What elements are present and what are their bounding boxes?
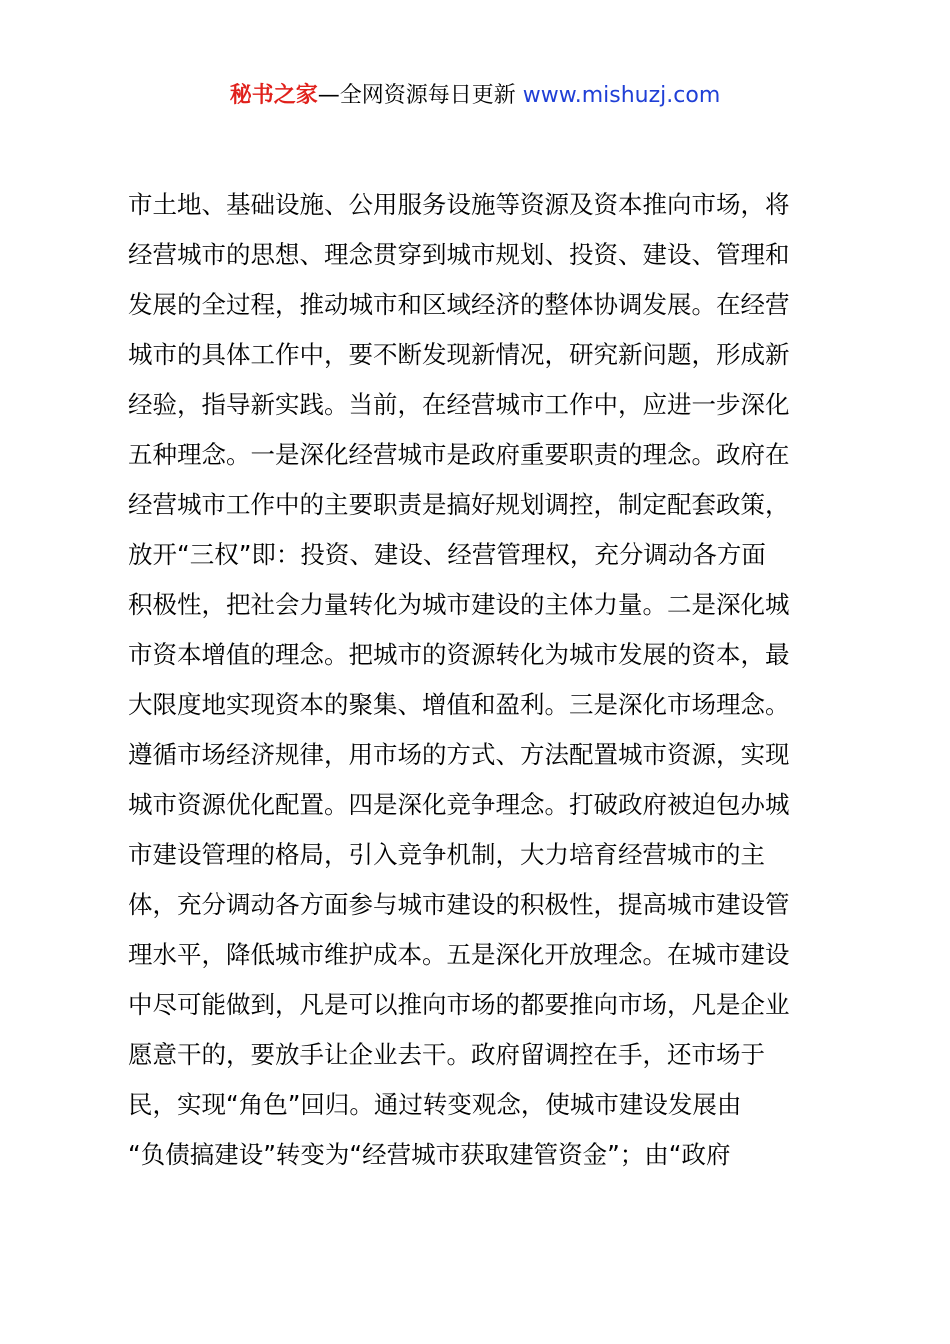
- text-line: 体，充分调动各方面参与城市建设的积极性，提高城市建设管: [128, 890, 790, 919]
- text-line: 五种理念。一是深化经营城市是政府重要职责的理念。政府在: [128, 440, 790, 469]
- text-line: 发展的全过程，推动城市和区域经济的整体协调发展。在经营: [128, 290, 790, 319]
- text-line: 经营城市工作中的主要职责是搞好规划调控，制定配套政策，: [128, 490, 790, 519]
- text-line: “负债搞建设”转变为“经营城市获取建管资金”；由“政府: [128, 1140, 731, 1169]
- text-line: 城市的具体工作中，要不断发现新情况，研究新问题，形成新: [128, 340, 790, 369]
- text-line: 中尽可能做到，凡是可以推向市场的都要推向市场，凡是企业: [128, 990, 790, 1019]
- text-line: 积极性，把社会力量转化为城市建设的主体力量。二是深化城: [128, 590, 790, 619]
- text-line: 市土地、基础设施、公用服务设施等资源及资本推向市场，将: [128, 190, 790, 219]
- site-tagline: —全网资源每日更新: [317, 83, 523, 108]
- document-body: [128, 180, 832, 1180]
- text-line: 民，实现“角色”回归。通过转变观念，使城市建设发展由: [128, 1090, 742, 1119]
- site-url-link[interactable]: www.mishuzj.com: [522, 83, 721, 108]
- text-line: 理水平，降低城市维护成本。五是深化开放理念。在城市建设: [128, 940, 790, 969]
- text-line: 遵循市场经济规律，用市场的方式、方法配置城市资源，实现: [128, 740, 790, 769]
- text-line: 城市资源优化配置。四是深化竞争理念。打破政府被迫包办城: [128, 790, 790, 819]
- text-line: 经验，指导新实践。当前，在经营城市工作中，应进一步深化: [128, 390, 790, 419]
- text-line: 大限度地实现资本的聚集、增值和盈利。三是深化市场理念。: [128, 690, 790, 719]
- site-header: [0, 80, 950, 112]
- text-line: 经营城市的思想、理念贯穿到城市规划、投资、建设、管理和: [128, 240, 790, 269]
- text-line: 市资本增值的理念。把城市的资源转化为城市发展的资本，最: [128, 640, 790, 669]
- text-line: 市建设管理的格局，引入竞争机制，大力培育经营城市的主: [128, 840, 765, 869]
- text-line: 愿意干的，要放手让企业去干。政府留调控在手，还市场于: [128, 1040, 765, 1069]
- site-brand: 秘书之家: [229, 83, 318, 108]
- text-line: 放开“三权”即：投资、建设、经营管理权，充分调动各方面: [128, 540, 766, 569]
